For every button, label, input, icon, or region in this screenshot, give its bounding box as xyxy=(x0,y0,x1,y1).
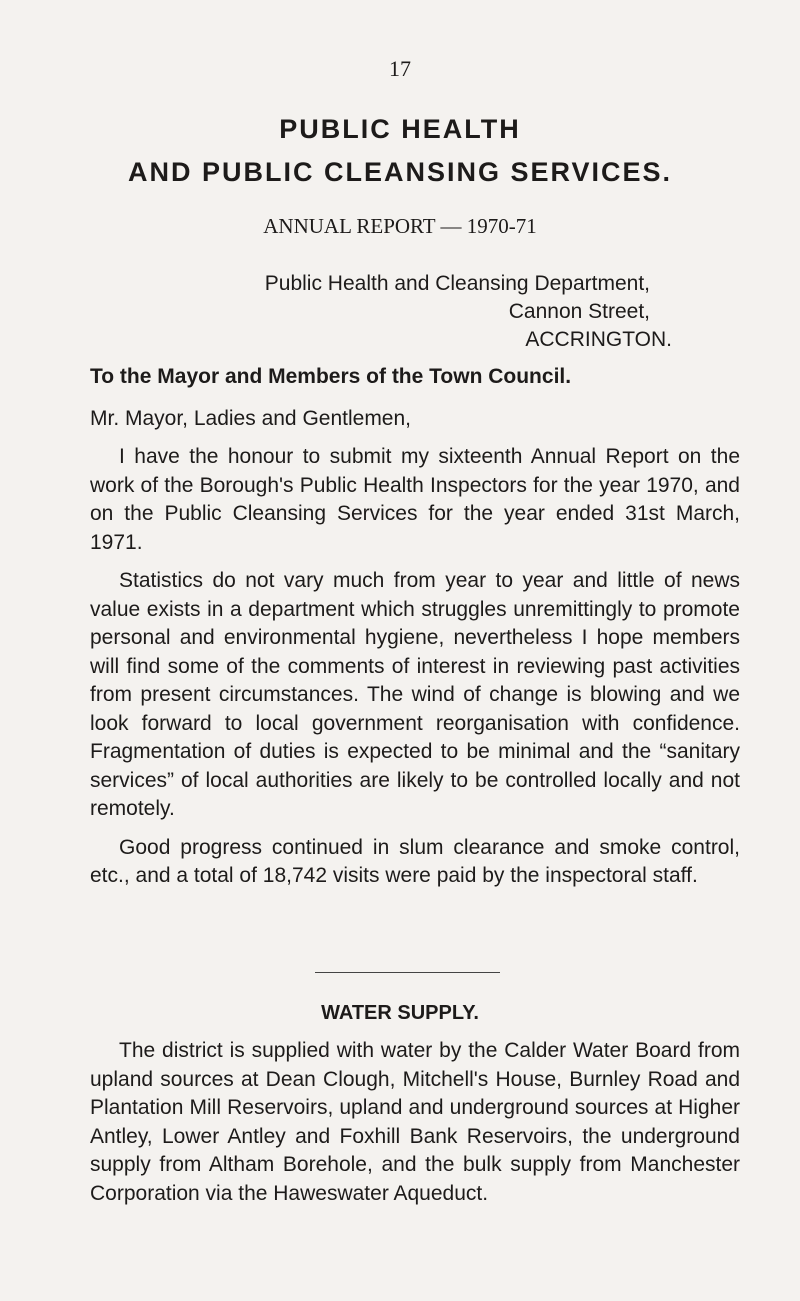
greeting-line: Mr. Mayor, Ladies and Gentlemen, xyxy=(90,407,411,430)
report-title-line-2: AND PUBLIC CLEANSING SERVICES. xyxy=(127,157,673,187)
report-title-line-1: PUBLIC HEALTH xyxy=(279,114,521,144)
page-number: 17 xyxy=(389,56,411,81)
water-supply-section xyxy=(90,1037,740,1208)
address-line-department: Public Health and Cleansing Department, xyxy=(264,272,650,295)
addressee-line: To the Mayor and Members of the Town Council. xyxy=(90,365,572,388)
annual-report-subtitle: ANNUAL REPORT — 1970-71 xyxy=(263,214,537,238)
section-divider xyxy=(315,972,500,973)
address-line-street: Cannon Street, xyxy=(508,300,650,323)
water-supply-paragraph: The district is supplied with water by the Calder Water Board from upland sources at Dean Clough, Mitchell's House, Burnley Road and Plantation Mill Reservoirs, upland and underground sources at Higher Antley, Lower Antley and Foxhill Bank Reservoirs, the underground supply from Altham Borehole, and the bulk supply from Manchester Corporation via the Haweswater Aqueduct. xyxy=(90,1039,740,1205)
intro-paragraph: I have the honour to submit my sixteenth Annual Report on the work of the Borough's Public Health Inspectors for the year 1970, and on the Public Cleansing Services for the year ended 31st March, 1971. xyxy=(90,445,740,554)
department-address xyxy=(264,270,672,354)
report-introduction xyxy=(90,443,740,891)
water-supply-heading: WATER SUPPLY. xyxy=(321,1002,479,1024)
progress-paragraph: Good progress continued in slum clearance and smoke control, etc., and a total of 18,742 visits were paid by the inspectoral staff. xyxy=(90,835,740,887)
address-line-town: ACCRINGTON. xyxy=(525,328,672,351)
statistics-paragraph: Statistics do not vary much from year to year and little of news value exists in a department which struggles unremittingly to promote personal and environmental hygiene, nevertheless I hope members will find some of the comments of interest in reviewing past activities from present circumstances. The wind of change is blowing and we look forward to local government reorganisation with confidence. Fragmentation of duties is expected to be minimal and the “sanitary services” of local authorities are likely to be controlled locally and not remotely. xyxy=(90,569,740,820)
